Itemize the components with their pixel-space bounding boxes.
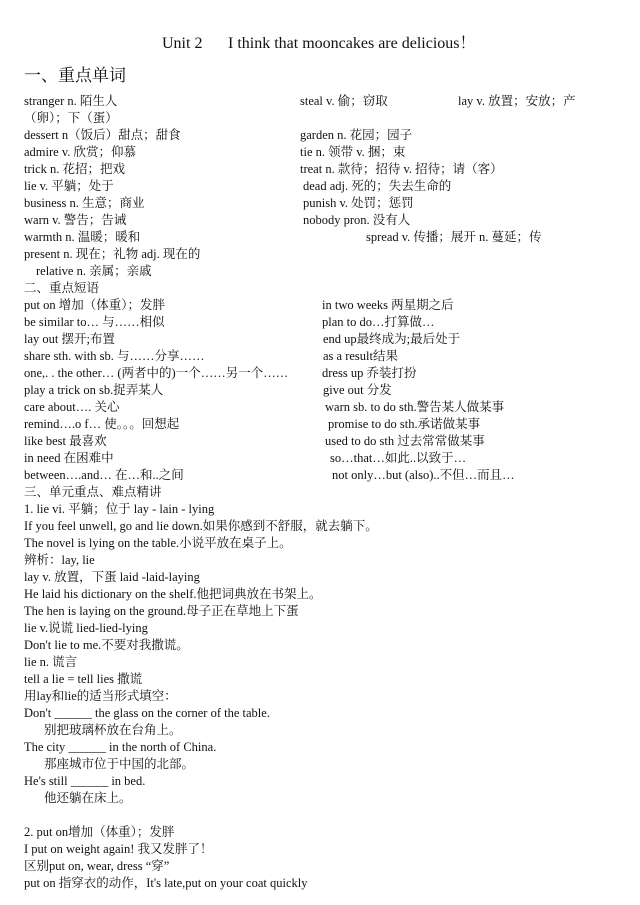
explanation-line: The hen is laying on the ground.母子正在草地上下蛋: [24, 604, 299, 618]
word-item: （卵）；下（蛋）: [24, 111, 118, 125]
phrase-item: end up最终成为;最后处于: [323, 332, 461, 346]
unit-label: Unit 2: [162, 35, 203, 52]
word-item: lie v. 平躺；处于: [24, 179, 114, 193]
phrase-item: play a trick on sb.捉弄某人: [24, 383, 164, 397]
section-heading-key-points: 三、单元重点、难点精讲: [24, 485, 162, 499]
word-item: stranger n. 陌生人: [24, 94, 118, 108]
page-title: I think that mooncakes are delicious！: [228, 35, 476, 52]
explanation-line: 2. put on增加（体重）；发胖: [24, 825, 175, 839]
phrase-item: care about…. 关心: [24, 400, 120, 414]
exercise-line: The city ______ in the north of China.: [24, 740, 217, 754]
phrase-item: in two weeks 两星期之后: [322, 298, 454, 312]
phrase-item: promise to do sth.承诺做某事: [328, 417, 481, 431]
phrase-item: used to do sth 过去常常做某事: [325, 434, 485, 448]
phrase-item: in need 在困难中: [24, 451, 114, 465]
phrase-item: like best 最喜欢: [24, 434, 107, 448]
phrase-item: lay out 摆开;布置: [24, 332, 115, 346]
exercise-line: He's still ______ in bed.: [24, 774, 146, 788]
explanation-line: tell a lie = tell lies 撒谎: [24, 672, 143, 686]
explanation-line: Don't lie to me.不要对我撒谎。: [24, 638, 189, 652]
phrase-item: so…that…如此..以致于…: [330, 451, 467, 465]
word-item: relative n. 亲属；亲戚: [36, 264, 152, 278]
word-item: lay v. 放置；安放；产: [458, 94, 576, 108]
word-item: treat n. 款待；招待 v. 招待；请（客）: [300, 162, 503, 176]
phrase-item: dress up 乔装打扮: [322, 366, 417, 380]
word-item: spread v. 传播；展开 n. 蔓延；传: [366, 230, 542, 244]
phrase-item: not only…but (also)..不但…而且…: [332, 468, 515, 482]
phrase-item: as a result结果: [323, 349, 398, 363]
phrase-item: put on 增加（体重）；发胖: [24, 298, 165, 312]
explanation-line: lay v. 放置，下蛋 laid -laid-laying: [24, 570, 200, 584]
phrase-item: share sth. with sb. 与……分享……: [24, 349, 205, 363]
word-item: tie n. 领带 v. 捆；束: [300, 145, 406, 159]
phrase-item: between….and… 在…和..之间: [24, 468, 184, 482]
explanation-line: He laid his dictionary on the shelf.他把词典放在书架上。: [24, 587, 322, 601]
explanation-line: 1. lie vi. 平躺；位于 lay - lain - lying: [24, 502, 215, 516]
word-item: present n. 现在；礼物 adj. 现在的: [24, 247, 201, 261]
explanation-line: lie n. 谎言: [24, 655, 78, 669]
word-item: garden n. 花园；园子: [300, 128, 413, 142]
explanation-line: The novel is lying on the table.小说平放在桌子上。: [24, 536, 292, 550]
phrase-item: warn sb. to do sth.警告某人做某事: [325, 400, 505, 414]
word-item: punish v. 处罚；惩罚: [303, 196, 414, 210]
phrase-item: be similar to… 与……相似: [24, 315, 165, 329]
word-item: warmth n. 温暖；暖和: [24, 230, 141, 244]
explanation-line: 用lay和lie的适当形式填空：: [24, 689, 177, 703]
explanation-line: put on 指穿衣的动作，It's late,put on your coat quickly: [24, 876, 308, 890]
exercise-translation: 他还躺在床上。: [44, 791, 132, 805]
word-item: steal v. 偷；窃取: [300, 94, 388, 108]
section-heading-words: 一、重点单词: [24, 66, 126, 85]
word-item: admire v. 欣赏；仰慕: [24, 145, 137, 159]
explanation-line: 区别put on, wear, dress “穿”: [24, 859, 170, 873]
section-heading-phrases: 二、重点短语: [24, 281, 100, 295]
phrase-item: remind….o f… 使。。。回想起: [24, 417, 180, 431]
word-item: dessert n（饭后）甜点；甜食: [24, 128, 181, 142]
exercise-line: Don't ______ the glass on the corner of the table.: [24, 706, 270, 720]
word-item: nobody pron. 没有人: [303, 213, 411, 227]
word-item: warn v. 警告；告诫: [24, 213, 127, 227]
phrase-item: plan to do…打算做…: [322, 315, 435, 329]
explanation-line: 辨析：lay, lie: [24, 553, 95, 567]
word-item: business n. 生意；商业: [24, 196, 145, 210]
exercise-translation: 别把玻璃杯放在台角上。: [44, 723, 182, 737]
exercise-translation: 那座城市位于中国的北部。: [44, 757, 195, 771]
explanation-line: If you feel unwell, go and lie down.如果你感到不舒服，就去躺下。: [24, 519, 378, 533]
word-item: dead adj. 死的；失去生命的: [303, 179, 452, 193]
word-item: trick n. 花招；把戏: [24, 162, 126, 176]
explanation-line: I put on weight again! 我又发胖了！: [24, 842, 213, 856]
phrase-item: one,. . the other… (两者中的)一个……另一个……: [24, 366, 289, 380]
explanation-line: lie v.说谎 lied-lied-lying: [24, 621, 148, 635]
phrase-item: give out 分发: [323, 383, 392, 397]
